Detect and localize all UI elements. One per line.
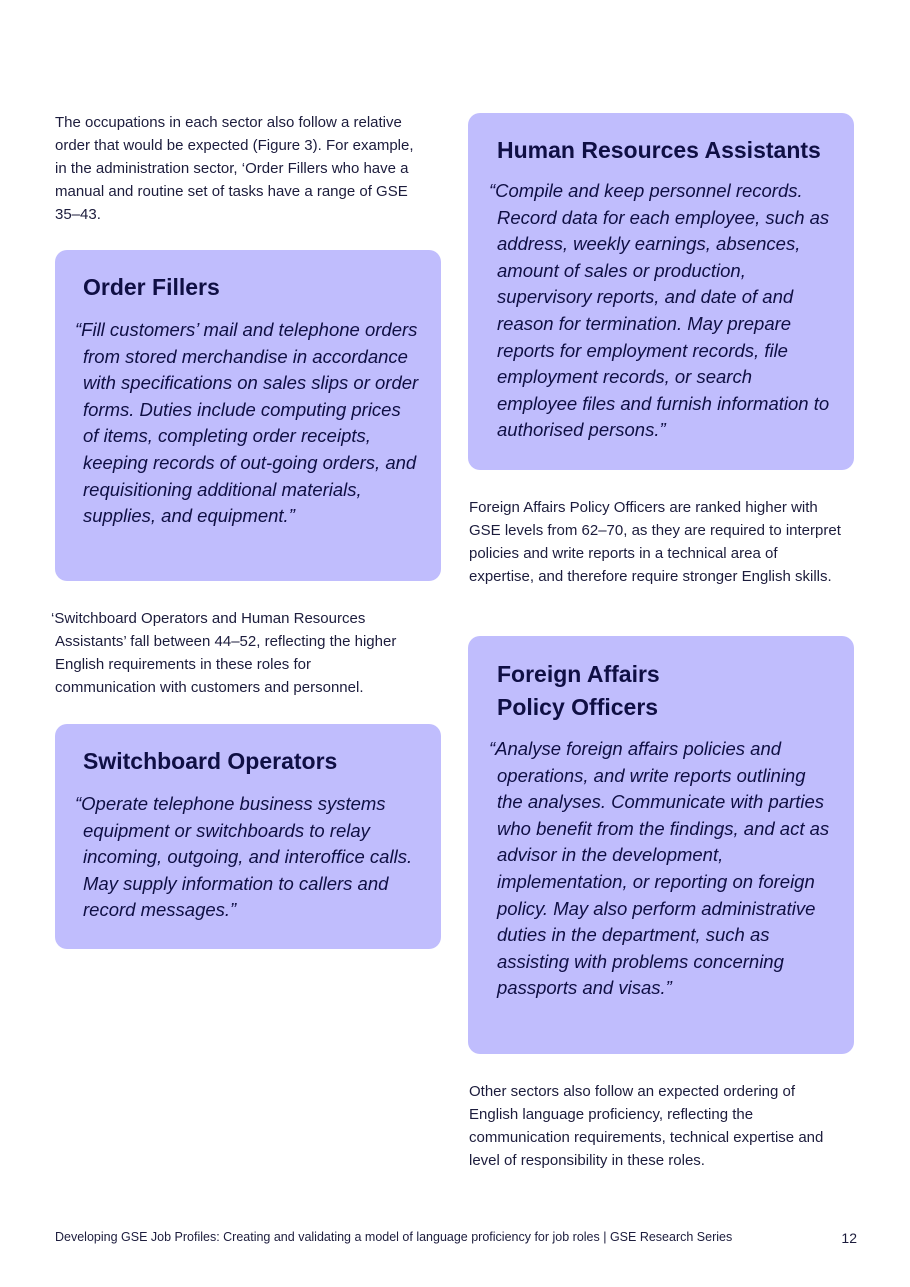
- hr-assistants-title: Human Resources Assistants: [497, 137, 821, 163]
- closing-paragraph: Other sectors also follow an expected ordering of English language proficiency, reflecting the communication requirements, technical expertise and level of responsibility in these roles.: [469, 1083, 824, 1169]
- hr-assistants-card: [468, 113, 854, 470]
- footer-text: Developing GSE Job Profiles: Creating and validating a model of language proficiency for job roles | GSE Research Series: [55, 1230, 733, 1244]
- intro-paragraph: The occupations in each sector also follow a relative order that would be expected (Figure 3). For example, in the administration sector, ‘Order Fillers who have a manual and routine set of tasks have a range of GSE 35–43.: [55, 114, 414, 223]
- switchboard-operators-title: Switchboard Operators: [83, 748, 338, 774]
- foreign-affairs-paragraph: Foreign Affairs Policy Officers are ranked higher with GSE levels from 62–70, as they are required to interpret policies and write reports in a technical area of expertise, and therefore require stronger English skills.: [469, 499, 841, 585]
- switchboard-operators-card: [55, 724, 441, 949]
- switchboard-operators-quote: “Operate telephone business systems equipment or switchboards to relay incoming, outgoing, and interoffice calls. May supply information to callers and record messages.”: [75, 793, 413, 921]
- order-fillers-title: Order Fillers: [83, 274, 220, 300]
- foreign-affairs-title-line1: Foreign Affairs: [497, 661, 660, 687]
- foreign-affairs-title-line2: Policy Officers: [497, 694, 659, 720]
- middle-paragraph: ‘Switchboard Operators and Human Resources Assistants’ fall between 44–52, reflecting the higher English requirements in these roles for communication with customers and personnel.: [51, 610, 397, 696]
- page-number: 12: [841, 1230, 857, 1246]
- hr-assistants-quote: “Compile and keep personnel records. Record data for each employee, such as address, weekly earnings, absences, amount of sales or production, supervisory reports, and date of and reason for termination. May prepare reports for employment records, file employment records, or search employee files and furnish information to authorised persons.”: [489, 180, 830, 441]
- foreign-affairs-card: [468, 636, 854, 1054]
- order-fillers-quote: “Fill customers’ mail and telephone orders from stored merchandise in accordance with specifications on sales slips or order forms. Duties include computing prices of items, completing order receipts, keeping records of out-going orders, and requisitioning additional materials, supplies, and equipment.”: [75, 319, 419, 527]
- order-fillers-card: [55, 250, 441, 581]
- foreign-affairs-quote: “Analyse foreign affairs policies and operations, and write reports outlining the analyses. Communicate with parties who benefit from the findings, and act as advisor in the development, implementation, or reporting on foreign policy. May also perform administrative duties in the department, such as assisting with problems concerning passports and visas.”: [489, 738, 830, 999]
